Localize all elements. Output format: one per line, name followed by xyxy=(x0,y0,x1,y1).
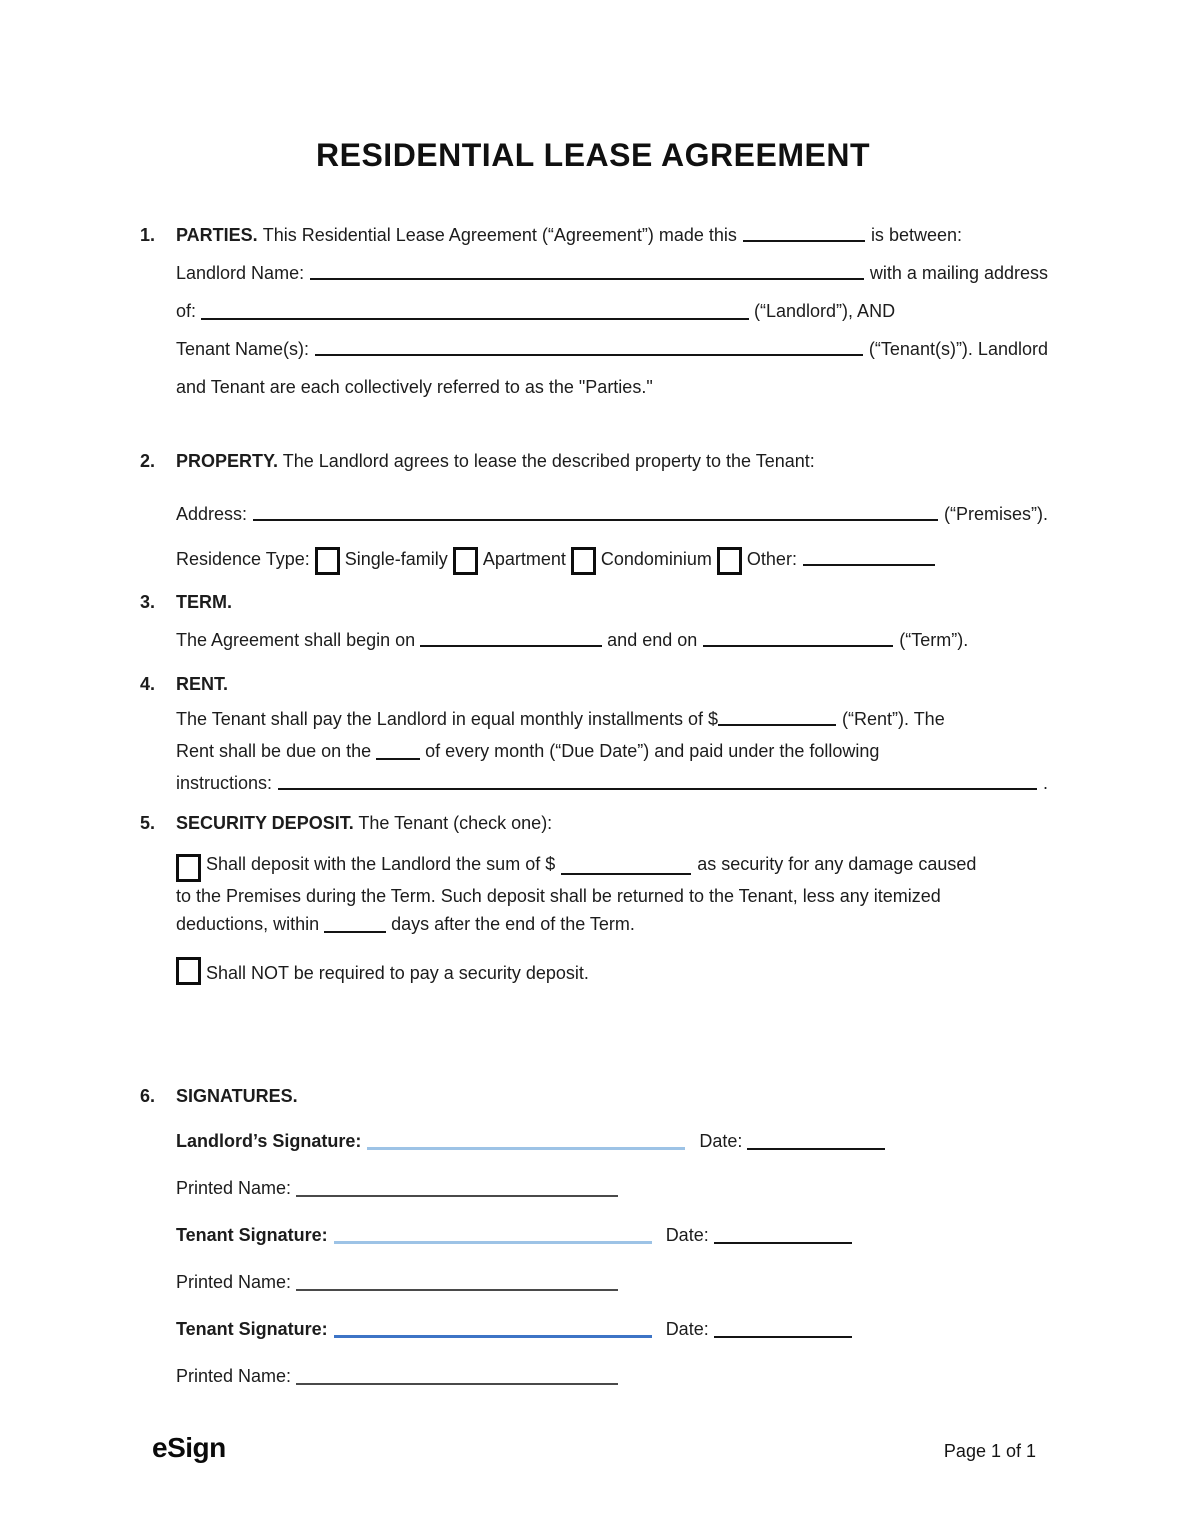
rent-amount-field[interactable] xyxy=(718,724,836,726)
landlord-printed-name-row xyxy=(176,1178,1048,1198)
checkbox-condominium[interactable] xyxy=(571,547,596,575)
section-security-deposit xyxy=(140,804,1048,988)
tenant1-printed-name-row xyxy=(176,1272,1048,1292)
esign-logo: eSign xyxy=(152,1432,226,1463)
section-rent-number: 4. xyxy=(140,674,156,694)
term-suffix: (“Term”). xyxy=(899,630,969,650)
property-residence-line xyxy=(176,540,1048,578)
property-intro-text: The Landlord agrees to lease the described property to the Tenant: xyxy=(282,451,815,471)
section-property-number: 2. xyxy=(140,451,156,471)
section-security-deposit-number: 5. xyxy=(140,813,156,833)
residence-type-label: Residence Type: xyxy=(176,549,310,569)
parties-closing-line: and Tenant are each collectively referred to as the "Parties." xyxy=(176,377,653,397)
rent-due-suffix: of every month (“Due Date”) and paid under the following xyxy=(425,741,880,761)
landlord-name-suffix: with a mailing address xyxy=(869,263,1048,283)
tenant1-date-label: Date: xyxy=(665,1225,709,1245)
rent-due-text: Rent shall be due on the xyxy=(176,741,372,761)
section-security-deposit-heading: SECURITY DEPOSIT. xyxy=(176,813,354,833)
parties-intro-text: This Residential Lease Agreement (“Agreement”) made this xyxy=(262,225,737,245)
term-middle-text: and end on xyxy=(607,630,698,650)
section-parties-heading: PARTIES. xyxy=(176,225,258,245)
deposit-days-text: deductions, within xyxy=(176,914,320,934)
deposit-option-suffix: as security for any damage caused xyxy=(697,854,977,874)
tenant2-printed-name-label: Printed Name: xyxy=(176,1366,292,1386)
mailing-address-suffix: (“Landlord”), AND xyxy=(754,301,896,321)
mailing-address-field[interactable] xyxy=(201,314,749,320)
section-term xyxy=(140,583,1048,659)
deposit-return-days-field[interactable] xyxy=(324,927,386,933)
tenant2-signature-row xyxy=(176,1319,1048,1339)
condominium-label: Condominium xyxy=(600,549,712,569)
deposit-option-line3 xyxy=(176,910,1048,938)
rent-amount-text: The Tenant shall pay the Landlord in equal monthly installments of $ xyxy=(176,709,719,729)
parties-intro-suffix: is between: xyxy=(870,225,962,245)
page-number-label: Page 1 of 1 xyxy=(943,1441,1036,1461)
other-residence-field[interactable] xyxy=(803,564,935,566)
section-term-heading: TERM. xyxy=(176,592,232,612)
landlord-name-field[interactable] xyxy=(310,278,864,280)
landlord-printed-name-label: Printed Name: xyxy=(176,1178,292,1198)
section-parties xyxy=(140,216,1048,406)
section-term-number: 3. xyxy=(140,592,156,612)
term-end-date-field[interactable] xyxy=(703,645,893,647)
other-residence-label: Other: xyxy=(746,549,797,569)
checkbox-no-deposit[interactable] xyxy=(176,957,201,985)
apartment-label: Apartment xyxy=(482,549,566,569)
rent-instructions-line xyxy=(176,767,1048,799)
landlord-signature-label: Landlord’s Signature: xyxy=(176,1131,362,1151)
agreement-date-field[interactable] xyxy=(743,240,865,242)
parties-intro-line xyxy=(176,216,1048,254)
rent-amount-suffix: (“Rent”). The xyxy=(842,709,945,729)
landlord-name-label: Landlord Name: xyxy=(176,263,305,283)
tenant-names-field[interactable] xyxy=(315,354,863,356)
tenant1-signature-row xyxy=(176,1225,1048,1245)
tenant2-printed-name-row xyxy=(176,1366,1048,1386)
parties-mailing-line xyxy=(176,292,1048,330)
page-footer xyxy=(152,1432,1036,1464)
tenant2-signature-date-field[interactable] xyxy=(714,1332,852,1338)
checkbox-deposit-required[interactable] xyxy=(176,854,201,882)
deposit-option-text: Shall deposit with the Landlord the sum of $ xyxy=(206,854,556,874)
security-deposit-intro-line xyxy=(176,804,1048,842)
checkbox-single-family[interactable] xyxy=(315,547,340,575)
checkbox-other[interactable] xyxy=(717,547,742,575)
tenant-names-suffix: (“Tenant(s)”). Landlord xyxy=(868,339,1048,359)
tenant-names-label: Tenant Name(s): xyxy=(176,339,310,359)
no-deposit-text: Shall NOT be required to pay a security deposit. xyxy=(206,963,589,983)
tenant1-printed-name-field[interactable] xyxy=(296,1285,618,1291)
rent-instructions-suffix: . xyxy=(1042,773,1048,793)
landlord-signature-row xyxy=(176,1131,1048,1151)
section-signatures-heading: SIGNATURES. xyxy=(176,1086,298,1106)
landlord-signature-date-field[interactable] xyxy=(747,1144,885,1150)
section-rent-heading: RENT. xyxy=(176,674,229,694)
property-intro-line xyxy=(176,442,1048,480)
section-parties-number: 1. xyxy=(140,225,156,245)
single-family-label: Single-family xyxy=(344,549,448,569)
due-day-field[interactable] xyxy=(376,754,420,760)
signatures-heading-line xyxy=(176,1077,1048,1115)
mailing-address-label: of: xyxy=(176,301,197,321)
payment-instructions-field[interactable] xyxy=(278,788,1037,790)
section-property xyxy=(140,442,1048,578)
rent-due-line xyxy=(176,735,1048,767)
parties-landlord-line xyxy=(176,254,1048,292)
rent-heading-line xyxy=(176,665,1048,703)
document-title: RESIDENTIAL LEASE AGREEMENT xyxy=(316,137,870,173)
term-dates-line xyxy=(176,621,1048,659)
checkbox-apartment[interactable] xyxy=(453,547,478,575)
payment-instructions-label: instructions: xyxy=(176,773,273,793)
tenant1-signature-label: Tenant Signature: xyxy=(176,1225,328,1245)
rent-amount-line xyxy=(176,703,1048,735)
document-content xyxy=(140,216,1048,1386)
tenant2-signature-field[interactable] xyxy=(334,1331,652,1338)
tenant2-signature-label: Tenant Signature: xyxy=(176,1319,328,1339)
premises-address-field[interactable] xyxy=(253,519,938,521)
section-signatures-number: 6. xyxy=(140,1086,156,1106)
landlord-printed-name-field[interactable] xyxy=(296,1191,618,1197)
section-rent xyxy=(140,665,1048,799)
tenant2-date-label: Date: xyxy=(665,1319,709,1339)
tenant1-signature-field[interactable] xyxy=(334,1237,652,1244)
tenant1-printed-name-label: Printed Name: xyxy=(176,1272,292,1292)
signature-rows xyxy=(176,1131,1048,1386)
tenant2-printed-name-field[interactable] xyxy=(296,1379,618,1385)
premises-address-label: Address: xyxy=(176,504,248,524)
deposit-days-suffix: days after the end of the Term. xyxy=(391,914,635,934)
landlord-signature-field[interactable] xyxy=(367,1143,685,1150)
term-start-date-field[interactable] xyxy=(420,645,602,647)
term-begin-text: The Agreement shall begin on xyxy=(176,630,416,650)
no-deposit-option-line xyxy=(176,957,1048,988)
deposit-option-line1 xyxy=(176,850,1048,882)
deposit-option-line2: to the Premises during the Term. Such deposit shall be returned to the Tenant, less any itemized xyxy=(176,886,941,906)
landlord-date-label: Date: xyxy=(699,1131,743,1151)
property-address-line xyxy=(176,495,1048,533)
premises-address-suffix: (“Premises”). xyxy=(944,504,1048,524)
tenant1-signature-date-field[interactable] xyxy=(714,1238,852,1244)
deposit-amount-field[interactable] xyxy=(561,873,691,875)
parties-tenant-line xyxy=(176,330,1048,368)
security-deposit-intro-text: The Tenant (check one): xyxy=(358,813,553,833)
term-heading-line xyxy=(176,583,1048,621)
section-signatures xyxy=(140,1077,1048,1386)
section-property-heading: PROPERTY. xyxy=(176,451,279,471)
